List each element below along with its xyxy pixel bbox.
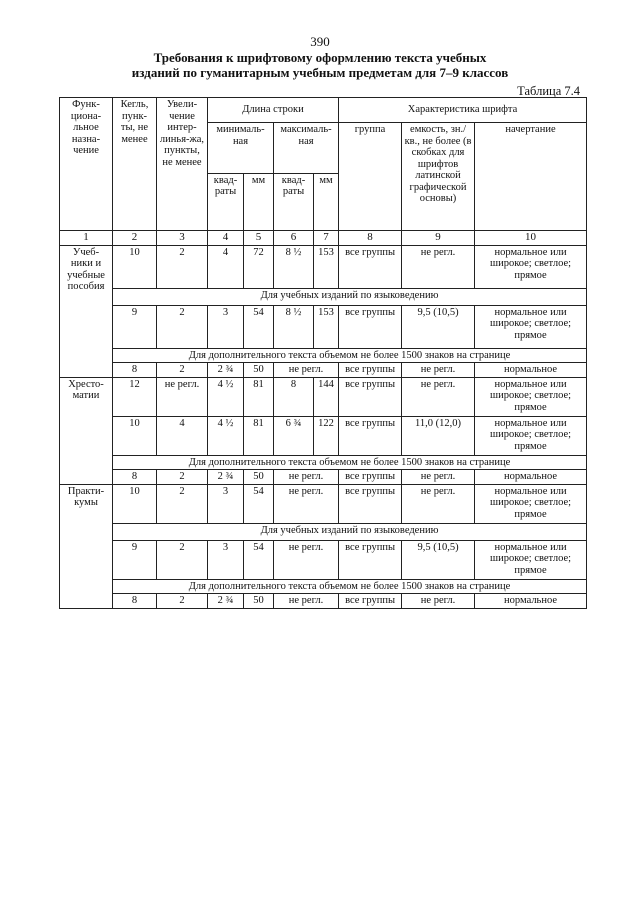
header-max-mm: мм xyxy=(314,173,339,231)
table-cell: не регл. xyxy=(402,363,475,378)
table-cell: 144 xyxy=(314,377,339,416)
table-cell: 8 xyxy=(113,363,157,378)
table-row xyxy=(60,523,587,540)
table-cell: 8 ½ xyxy=(274,245,314,288)
table-cell: 10 xyxy=(113,416,157,455)
table-cell: 4 ½ xyxy=(208,416,244,455)
table-cell: все группы xyxy=(339,245,402,288)
table-row xyxy=(60,305,587,348)
table-cell: 2 xyxy=(157,305,208,348)
table-cell: 2 xyxy=(157,484,208,523)
table-cell: не регл. xyxy=(274,594,339,609)
table-cell: 8 xyxy=(113,594,157,609)
table-cell: 153 xyxy=(314,245,339,288)
table-cell: 54 xyxy=(244,484,274,523)
table-cell: 3 xyxy=(208,484,244,523)
table-cell: не регл. xyxy=(274,484,339,523)
table-cell: нормальное xyxy=(475,363,587,378)
header-min-mm: мм xyxy=(244,173,274,231)
table-cell: не регл. xyxy=(402,470,475,485)
table-cell: все группы xyxy=(339,305,402,348)
table-cell: 2 xyxy=(157,363,208,378)
note-additional-text: Для дополнительного текста объемом не более 1500 знаков на странице xyxy=(113,579,587,594)
table-cell: 9 xyxy=(113,540,157,579)
table-cell: все группы xyxy=(339,416,402,455)
table-cell: 9,5 (10,5) xyxy=(402,540,475,579)
page-number: 390 xyxy=(310,34,330,49)
table-cell: 50 xyxy=(244,363,274,378)
table-row xyxy=(60,377,587,416)
header-interline: Увели-чение интер-линья-жа, пункты, не менее xyxy=(157,98,208,231)
table-row xyxy=(60,540,587,579)
table-row xyxy=(60,245,587,288)
col-number: 3 xyxy=(157,231,208,246)
section-label-chrestomathy: Хресто-матии xyxy=(60,377,113,484)
table-cell: все группы xyxy=(339,363,402,378)
col-number: 4 xyxy=(208,231,244,246)
table-label: Таблица 7.4 xyxy=(517,84,580,98)
table-cell: 3 xyxy=(208,540,244,579)
header-capacity: емкость, зн./кв., не более (в скобках для шрифтов латинской графической основы) xyxy=(402,123,475,231)
table-cell: 10 xyxy=(113,484,157,523)
table-cell: 4 xyxy=(208,245,244,288)
table-cell: 50 xyxy=(244,594,274,609)
table-cell: 3 xyxy=(208,305,244,348)
header-row-1 xyxy=(60,98,587,123)
table-cell: 2 xyxy=(157,470,208,485)
table-cell: нормальное или широкое; светлое; прямое xyxy=(475,416,587,455)
col-number: 2 xyxy=(113,231,157,246)
column-number-row xyxy=(60,231,587,246)
table-cell: 2 xyxy=(157,540,208,579)
table-cell: 4 ½ xyxy=(208,377,244,416)
table-cell: 54 xyxy=(244,540,274,579)
table-cell: все группы xyxy=(339,484,402,523)
title-line-1: Требования к шрифтовому оформлению текста учебных xyxy=(153,50,487,65)
note-language: Для учебных изданий по языковедению xyxy=(113,288,587,305)
table-cell: 8 xyxy=(113,470,157,485)
table-cell: нормальное или широкое; светлое; прямое xyxy=(475,484,587,523)
table-cell: 12 xyxy=(113,377,157,416)
table-cell: 153 xyxy=(314,305,339,348)
table-cell: 72 xyxy=(244,245,274,288)
section-label-workshops: Практи-кумы xyxy=(60,484,113,608)
table-cell: нормальное или широкое; светлое; прямое xyxy=(475,245,587,288)
note-additional-text: Для дополнительного текста объемом не более 1500 знаков на странице xyxy=(113,455,587,470)
table-cell: 8 xyxy=(274,377,314,416)
header-max-kvadraty: квад-раты xyxy=(274,173,314,231)
header-line-length: Длина строки xyxy=(208,98,339,123)
table-cell: 8 ½ xyxy=(274,305,314,348)
table-cell: 11,0 (12,0) xyxy=(402,416,475,455)
table-cell: 6 ¾ xyxy=(274,416,314,455)
col-number: 10 xyxy=(475,231,587,246)
table-cell: 4 xyxy=(157,416,208,455)
note-additional-text: Для дополнительного текста объемом не более 1500 знаков на странице xyxy=(113,348,587,363)
table-cell: 2 ¾ xyxy=(208,470,244,485)
header-kegl: Кегль, пунк-ты, не менее xyxy=(113,98,157,231)
table-row xyxy=(60,348,587,363)
header-group: группа xyxy=(339,123,402,231)
table-cell: не регл. xyxy=(274,540,339,579)
table-cell: нормальное xyxy=(475,470,587,485)
header-min-kvadraty: квад-раты xyxy=(208,173,244,231)
table-cell: нормальное или широкое; светлое; прямое xyxy=(475,540,587,579)
table-row xyxy=(60,416,587,455)
table-cell: не регл. xyxy=(402,377,475,416)
header-font-characteristics: Характеристика шрифта xyxy=(339,98,587,123)
table-row xyxy=(60,484,587,523)
table-cell: 81 xyxy=(244,416,274,455)
table-cell: не регл. xyxy=(157,377,208,416)
table-cell: все группы xyxy=(339,377,402,416)
table-cell: не регл. xyxy=(402,245,475,288)
table-cell: 2 xyxy=(157,245,208,288)
table-cell: все группы xyxy=(339,470,402,485)
header-min: минималь-ная xyxy=(208,123,274,174)
table-row xyxy=(60,594,587,609)
table-cell: не регл. xyxy=(402,594,475,609)
table-cell: все группы xyxy=(339,540,402,579)
table-cell: не регл. xyxy=(274,363,339,378)
table-cell: не регл. xyxy=(402,484,475,523)
table-row xyxy=(60,288,587,305)
col-number: 7 xyxy=(314,231,339,246)
table-cell: 2 ¾ xyxy=(208,363,244,378)
col-number: 8 xyxy=(339,231,402,246)
title-line-2: изданий по гуманитарным учебным предметам для 7–9 классов xyxy=(131,65,509,80)
table-cell: 50 xyxy=(244,470,274,485)
table-cell: нормальное xyxy=(475,594,587,609)
table-cell: 122 xyxy=(314,416,339,455)
col-number: 6 xyxy=(274,231,314,246)
table-cell: нормальное или широкое; светлое; прямое xyxy=(475,377,587,416)
table-cell: нормальное или широкое; светлое; прямое xyxy=(475,305,587,348)
header-func: Функ-циона-льное назна-чение xyxy=(60,98,113,231)
header-max: максималь-ная xyxy=(274,123,339,174)
table-row xyxy=(60,455,587,470)
col-number: 9 xyxy=(402,231,475,246)
col-number: 5 xyxy=(244,231,274,246)
table-cell: 2 ¾ xyxy=(208,594,244,609)
document-title xyxy=(0,50,640,80)
table-row xyxy=(60,363,587,378)
table-cell: 2 xyxy=(157,594,208,609)
table-cell: 81 xyxy=(244,377,274,416)
col-number: 1 xyxy=(60,231,113,246)
requirements-table xyxy=(59,97,587,609)
table-cell: 10 xyxy=(113,245,157,288)
table-cell: 9 xyxy=(113,305,157,348)
table-cell: не регл. xyxy=(274,470,339,485)
table-cell: 9,5 (10,5) xyxy=(402,305,475,348)
note-language: Для учебных изданий по языковедению xyxy=(113,523,587,540)
table-row xyxy=(60,579,587,594)
table-cell: 54 xyxy=(244,305,274,348)
table-row xyxy=(60,470,587,485)
header-style: начертание xyxy=(475,123,587,231)
table-cell: все группы xyxy=(339,594,402,609)
section-label-textbooks: Учеб-ники и учебные пособия xyxy=(60,245,113,377)
